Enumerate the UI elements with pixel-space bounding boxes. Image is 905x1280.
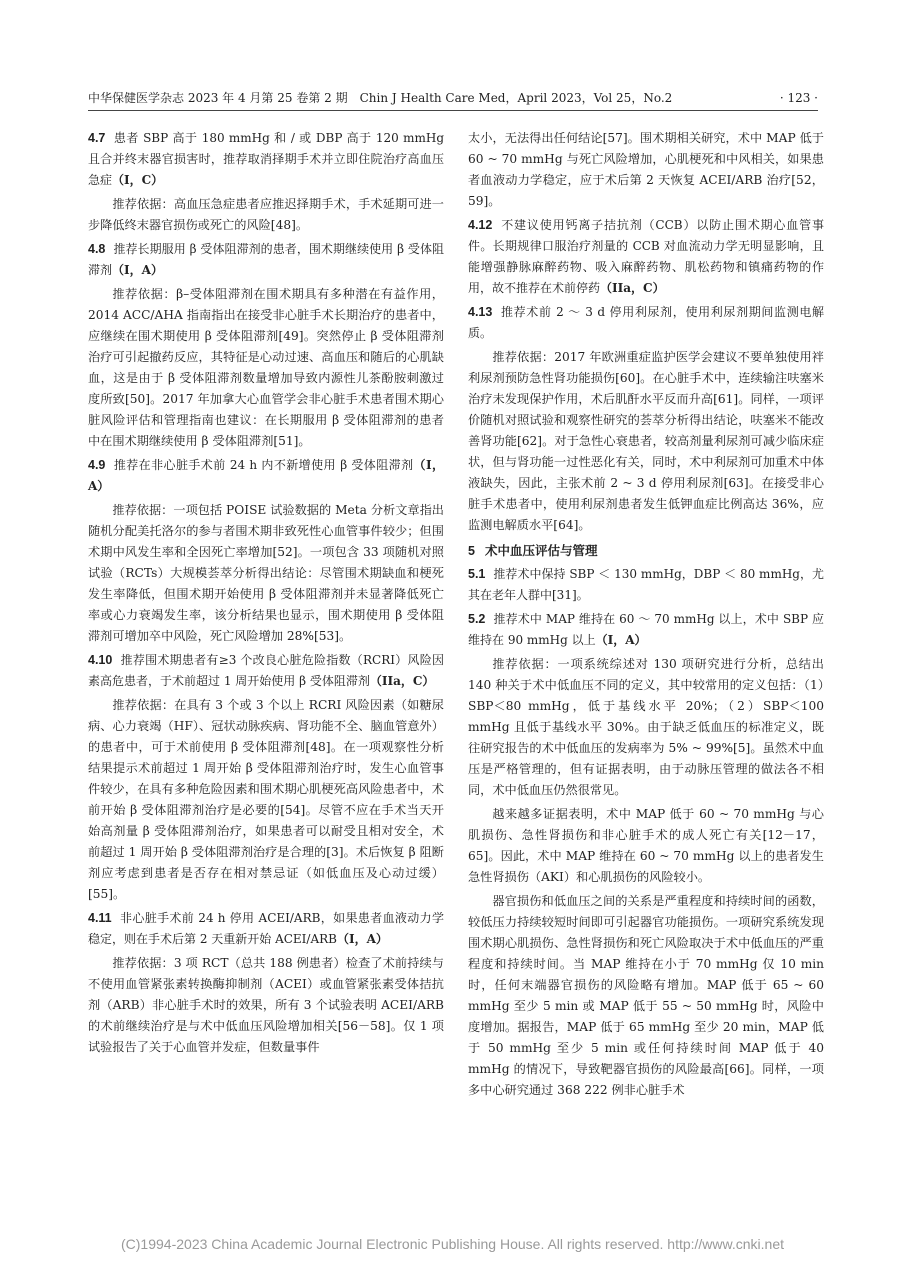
recommendation-number: 4.9 <box>88 458 106 472</box>
recommendation-number: 4.13 <box>468 305 493 319</box>
basis-paragraph: 推荐依据：β–受体阻滞剂在围术期具有多种潜在有益作用，2014 ACC/AHA 指南指出在接受非心脏手术长期治疗的患者中，应继续在围术期使用 β 受体阻滞剂[49]。突然停止 β 受体阻滞剂治疗可引起撤药反应，其特征是心动过速、高血压和随后的心肌缺血，这是由于 β 受体阻滞剂数量增加导致内源性儿茶酚胺刺激过度所致[50]。2017 年加拿大心血管学会非心脏手术患者围术期心脏风险评估和管理指南也建议：在长期服用 β 受体阻滞剂的患者中在围术期继续使用 β 受体阻滞剂[51]。 <box>88 287 444 448</box>
evidence-grade: （IIa，C） <box>600 281 665 295</box>
recommendation-4-10 <box>88 650 444 692</box>
recommendation-text: 推荐术中保持 SBP ＜ 130 mmHg，DBP ＜ 80 mmHg，尤其在老年人群中[31]。 <box>468 567 824 602</box>
recommendation-number: 4.11 <box>88 911 112 925</box>
evidence-grade: （IIa，C） <box>369 674 435 688</box>
basis-paragraph: 推荐依据：2017 年欧洲重症监护医学会建议不要单独使用袢利尿剂预防急性肾功能损伤[60]。在心脏手术中，连续输注呋塞米治疗未发现保护作用，术后肌酐水平反而升高[61]。同样，一项评价随机对照试验和观察性研究的荟萃分析得出结论，呋塞米不能改善肾功能[62]。对于急性心衰患者，较高剂量利尿剂可减少临床症状，但与肾功能一过性恶化有关，同时，术中利尿剂可加重术中体液缺失，因此，主张术前 2 ~ 3 d 停用利尿剂[63]。在接受非心脏手术患者中，使用利尿剂患者发生低钾血症比例高达 36%，应监测电解质水平[64]。 <box>468 350 824 532</box>
recommendation-4-7 <box>88 128 444 191</box>
recommendation-text: 推荐术中 MAP 维持在 60 ～ 70 mmHg 以上，术中 SBP 应维持在 90 mmHg 以上 <box>468 612 824 647</box>
section-title: 术中血压评估与管理 <box>484 544 598 558</box>
basis-paragraph: 越来越多证据表明，术中 MAP 低于 60 ~ 70 mmHg 与心肌损伤、急性肾损伤和非心脏手术的成人死亡有关[12－17，65]。因此，术中 MAP 维持在 60 ~ 70 mmHg 以上的患者发生急性肾损伤（AKI）和心肌损伤的风险较小。 <box>468 807 824 884</box>
recommendation-number: 4.10 <box>88 653 113 667</box>
recommendation-4-8 <box>88 239 444 281</box>
recommendation-number: 4.12 <box>468 218 493 232</box>
section-heading <box>468 540 824 562</box>
evidence-grade: （I，A） <box>112 263 163 277</box>
recommendation-text: 推荐在非心脏手术前 24 h 内不新增使用 β 受体阻滞剂 <box>113 458 414 472</box>
left-column <box>88 128 444 1061</box>
evidence-grade: （I，C） <box>112 173 164 187</box>
recommendation-number: 4.8 <box>88 242 106 256</box>
journal-citation: 中华保健医学杂志 2023 年 4 月第 25 卷第 2 期 Chin J Health Care Med，April 2023，Vol 25，No.2 <box>88 91 673 105</box>
basis-paragraph: 推荐依据：高血压急症患者应推迟择期手术，手术延期可进一步降低终末器官损伤或死亡的风险[48]。 <box>88 197 444 232</box>
evidence-grade: （I，A） <box>337 932 388 946</box>
evidence-grade: （I，A） <box>595 633 647 647</box>
recommendation-4-13 <box>468 302 824 344</box>
running-header <box>88 90 818 111</box>
recommendation-text: 推荐术前 2 ～ 3 d 停用利尿剂，使用利尿剂期间监测电解质。 <box>468 305 824 340</box>
basis-paragraph: 推荐依据：3 项 RCT（总共 188 例患者）检查了术前持续与不使用血管紧张素转换酶抑制剂（ACEI）或血管紧张素受体拮抗剂（ARB）非心脏手术时的效果，所有 3 个试验表明 ACEI/ARB 的术前继续治疗是与术中低血压风险增加相关[56－58]。仅 1 项试验报告了关于心血管并发症，但数量事件 <box>88 956 444 1054</box>
recommendation-4-11 <box>88 908 444 950</box>
recommendation-5-1 <box>468 564 824 606</box>
recommendation-number: 5.1 <box>468 567 486 581</box>
copyright-footer: (C)1994-2023 China Academic Journal Electronic Publishing House. All rights reserved. http://www.cnki.net <box>121 1236 784 1252</box>
page-number: · 123 · <box>779 91 818 105</box>
section-number: 5 <box>468 544 475 558</box>
recommendation-4-9 <box>88 455 444 497</box>
body-paragraph: 太小，无法得出任何结论[57]。围术期相关研究，术中 MAP 低于 60 ~ 70 mmHg 与死亡风险增加，心肌梗死和中风相关，如果患者血液动力学稳定，应于术后第 2 天恢复 ACEI/ARB 治疗[52，59]。 <box>468 131 824 208</box>
basis-paragraph: 推荐依据：一项包括 POISE 试验数据的 Meta 分析文章指出随机分配美托洛尔的参与者围术期非致死性心血管事件较少；但围术期中风发生率和全因死亡率增加[52]。一项包含 33 项随机对照试验（RCTs）大规模荟萃分析得出结论：尽管围术期缺血和梗死发生率降低，但围术期开始使用 β 受体阻滞剂并未显著降低死亡率或心力衰竭发生率，该分析结果也显示，围术期使用 β 受体阻滞剂可增加卒中风险，死亡风险增加 28%[53]。 <box>88 503 444 643</box>
recommendation-5-2 <box>468 609 824 651</box>
recommendation-text: 推荐围术期患者有≥3 个改良心脏危险指数（RCRI）风险因素高危患者，于术前超过 1 周开始使用 β 受体阻滞剂 <box>88 653 444 688</box>
basis-paragraph: 器官损伤和低血压之间的关系是严重程度和持续时间的函数，较低压力持续较短时间即可引起器官功能损伤。一项研究系统发现围术期心肌损伤、急性肾损伤和死亡风险取决于术中低血压的严重程度和持续时间。当 MAP 维持在小于 70 mmHg 仅 10 min 时，任何末端器官损伤的风险略有增加。MAP 低于 65 ~ 60 mmHg 至少 5 min 或 MAP 低于 55 ~ 50 mmHg 时，风险中度增加。据报告，MAP 低于 65 mmHg 至少 20 min，MAP 低于 50 mmHg 至少 5 min 或任何持续时间 MAP 低于 40 mmHg 的情况下，导致靶器官损伤的风险最高[66]。同样，一项多中心研究通过 368 222 例非心脏手术 <box>468 894 824 1097</box>
basis-paragraph: 推荐依据：在具有 3 个或 3 个以上 RCRI 风险因素（如糖尿病、心力衰竭（HF）、冠状动脉疾病、肾功能不全、脑血管意外）的患者中，可于术前使用 β 受体阻滞剂[48]。在一项观察性分析结果提示术前超过 1 周开始 β 受体阻滞剂治疗时，发生心血管事件较少，在具有多种危险因素和围术期心肌梗死高风险患者中，术前开始 β 受体阻滞剂治疗是必要的[54]。尽管不应在手术当天开始高剂量 β 受体阻滞剂治疗，如果患者可以耐受且相对安全，术前超过 1 周开始 β 受体阻滞剂治疗是合理的[3]。术后恢复 β 阻断剂应考虑到患者是否存在相对禁忌证（如低血压及心动过缓）[55]。 <box>88 698 444 901</box>
basis-paragraph: 推荐依据：一项系统综述对 130 项研究进行分析，总结出 140 种关于术中低血压不同的定义，其中较常用的定义包括：（1）SBP＜80 mmHg，低于基线水平 20%；（2）SBP＜100 mmHg 且低于基线水平 30%。由于缺乏低血压的标准定义，既往研究报告的术中低血压的发病率为 5% ~ 99%[5]。虽然术中血压是严格管理的，但有证据表明，由于动脉压管理的做法各不相同，术中低血压仍然很常见。 <box>468 657 824 797</box>
recommendation-text: 患者 SBP 高于 180 mmHg 和 / 或 DBP 高于 120 mmHg 且合并终末器官损害时，推荐取消择期手术并立即住院治疗高血压急症 <box>88 131 444 187</box>
recommendation-number: 5.2 <box>468 612 486 626</box>
recommendation-4-12 <box>468 215 824 299</box>
recommendation-text: 非心脏手术前 24 h 停用 ACEI/ARB，如果患者血液动力学稳定，则在手术后第 2 天重新开始 ACEI/ARB <box>88 911 444 946</box>
recommendation-number: 4.7 <box>88 131 106 145</box>
right-column <box>468 128 824 1104</box>
evidence-grade: （I，A） <box>88 458 444 493</box>
recommendation-text: 推荐长期服用 β 受体阻滞剂的患者，围术期继续使用 β 受体阻滞剂 <box>88 242 444 277</box>
recommendation-text: 不建议使用钙离子拮抗剂（CCB）以防止围术期心血管事件。长期规律口服治疗剂量的 CCB 对血流动力学无明显影响，且能增强静脉麻醉药物、吸入麻醉药物、肌松药物和镇痛药物的作用，故不推荐在术前停药 <box>468 218 824 295</box>
